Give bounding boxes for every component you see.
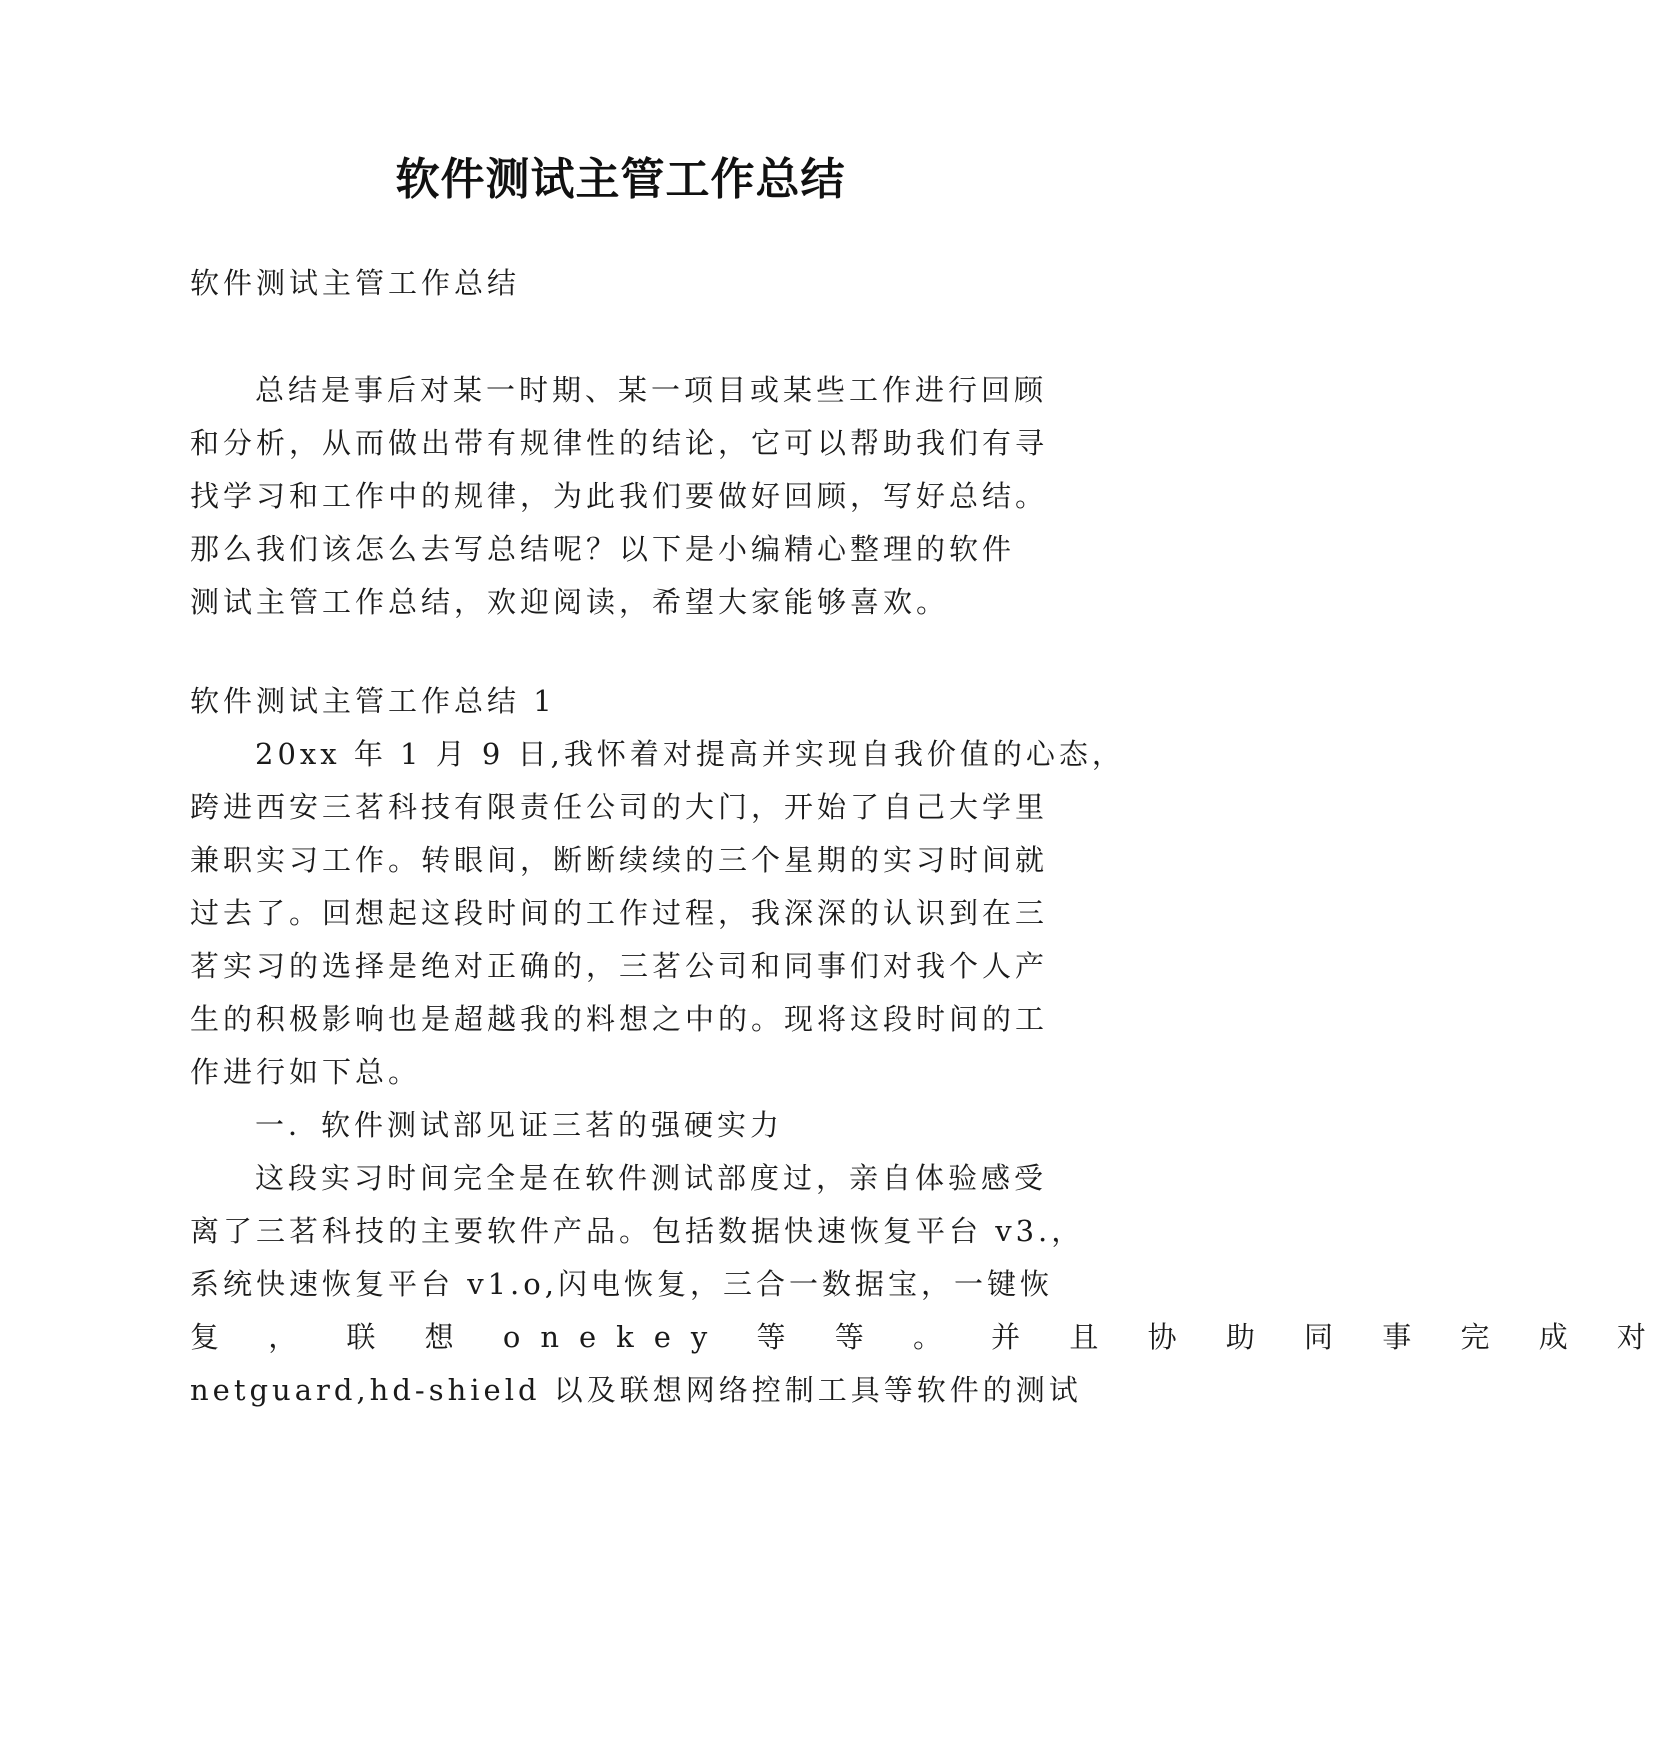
intro-line: 和分析，从而做出带有规律性的结论，它可以帮助我们有寻 (190, 426, 1049, 460)
document-subtitle: 软件测试主管工作总结 (190, 266, 521, 300)
body-line: 茗实习的选择是绝对正确的，三茗公司和同事们对我个人产 (190, 949, 1049, 983)
body-line: 过去了。回想起这段时间的工作过程，我深深的认识到在三 (190, 896, 1049, 930)
body-line: 系统快速恢复平台 v1.o,闪电恢复，三合一数据宝，一键恢 (190, 1267, 1053, 1301)
subheading: 一．软件测试部见证三茗的强硬实力 (255, 1108, 784, 1142)
document-title: 软件测试主管工作总结 (395, 154, 846, 205)
body-line: 兼职实习工作。转眼间，断断续续的三个星期的实习时间就 (190, 843, 1049, 877)
intro-line: 测试主管工作总结，欢迎阅读，希望大家能够喜欢。 (190, 585, 950, 619)
body-line: 这段实习时间完全是在软件测试部度过，亲自体验感受 (255, 1161, 1048, 1195)
body-line: 跨进西安三茗科技有限责任公司的大门，开始了自己大学里 (190, 790, 1049, 824)
body-line: 生的积极影响也是超越我的料想之中的。现将这段时间的工 (190, 1002, 1049, 1036)
intro-line: 总结是事后对某一时期、某一项目或某些工作进行回顾 (255, 373, 1048, 407)
body-line: 20xx 年 1 月 9 日,我怀着对提高并实现自我价值的心态， (255, 737, 1125, 771)
section-heading: 软件测试主管工作总结 1 (190, 684, 556, 718)
body-line: netguard,hd-shield 以及联想网络控制工具等软件的测试 (190, 1373, 1082, 1407)
intro-line: 那么我们该怎么去写总结呢？以下是小编精心整理的软件 (190, 532, 1016, 566)
body-line: 作进行如下总。 (190, 1055, 422, 1089)
body-line: 离了三茗科技的主要软件产品。包括数据快速恢复平台 v3.， (190, 1214, 1085, 1248)
intro-line: 找学习和工作中的规律，为此我们要做好回顾，写好总结。 (190, 479, 1049, 513)
body-line: 复 ， 联 想 onekey 等 等 。 并 且 协 助 同 事 完 成 对 (190, 1320, 1666, 1354)
